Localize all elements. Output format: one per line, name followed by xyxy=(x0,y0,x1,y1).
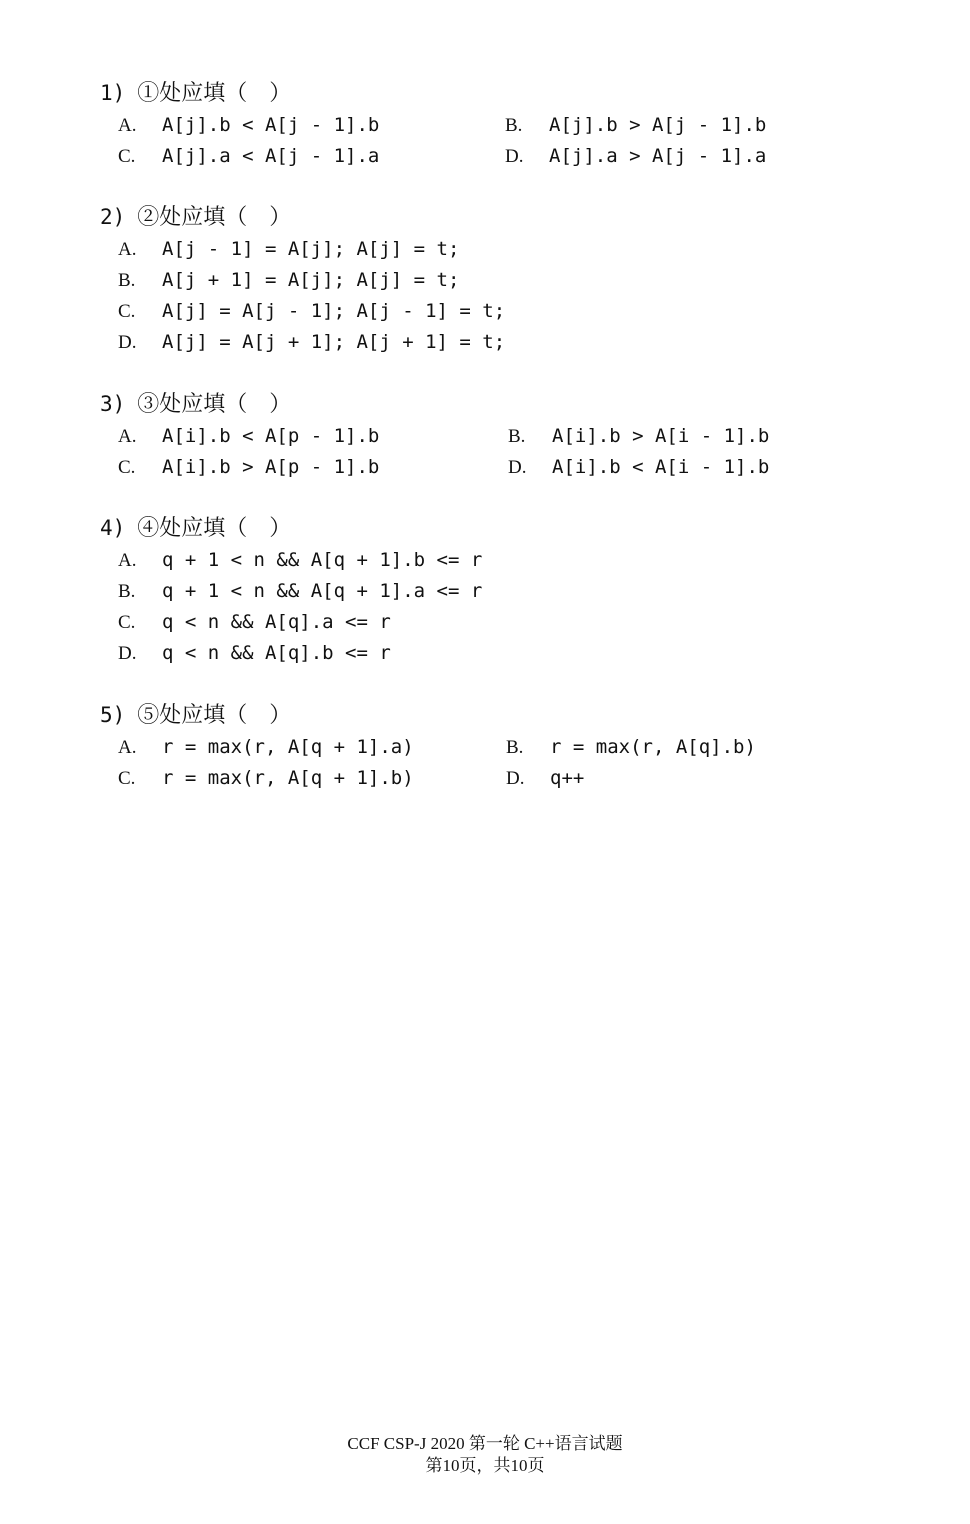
question-prompt: ④处应填（ ） xyxy=(137,516,292,541)
option-code: A[j + 1] = A[j]; A[j] = t; xyxy=(162,269,460,291)
option-b[interactable] xyxy=(508,422,769,450)
option-code: A[j] = A[j - 1]; A[j - 1] = t; xyxy=(162,300,506,322)
option-letter: D. xyxy=(118,643,137,664)
option-letter: B. xyxy=(506,737,524,758)
option-a[interactable] xyxy=(118,733,414,761)
option-a[interactable] xyxy=(118,422,379,450)
question-prompt: ③处应填（ ） xyxy=(137,392,292,417)
question-2-header xyxy=(100,202,291,232)
option-code: q < n && A[q].a <= r xyxy=(162,611,391,633)
option-b[interactable] xyxy=(118,577,482,605)
option-letter: A. xyxy=(118,550,137,571)
question-3-header xyxy=(100,389,291,419)
question-number: 3) xyxy=(100,392,126,416)
question-prompt: ⑤处应填（ ） xyxy=(137,703,292,728)
option-letter: B. xyxy=(118,270,136,291)
option-code: r = max(r, A[q].b) xyxy=(550,736,756,758)
option-code: q++ xyxy=(550,767,585,789)
option-letter: A. xyxy=(118,115,137,136)
option-code: A[j].b < A[j - 1].b xyxy=(162,114,380,136)
option-letter: D. xyxy=(118,332,137,353)
option-code: q + 1 < n && A[q + 1].b <= r xyxy=(162,549,483,571)
option-letter: D. xyxy=(505,146,524,167)
option-c[interactable] xyxy=(118,142,379,170)
option-letter: D. xyxy=(508,457,527,478)
option-d[interactable] xyxy=(505,142,766,170)
option-code: r = max(r, A[q + 1].b) xyxy=(162,767,414,789)
question-number: 5) xyxy=(100,703,126,727)
option-d[interactable] xyxy=(118,639,391,667)
option-c[interactable] xyxy=(118,297,505,325)
option-code: A[i].b < A[i - 1].b xyxy=(552,456,770,478)
option-c[interactable] xyxy=(118,453,379,481)
question-number: 4) xyxy=(100,516,126,540)
option-a[interactable] xyxy=(118,235,459,263)
option-c[interactable] xyxy=(118,608,391,636)
option-letter: D. xyxy=(506,768,525,789)
option-code: r = max(r, A[q + 1].a) xyxy=(162,736,414,758)
option-letter: B. xyxy=(118,581,136,602)
option-b[interactable] xyxy=(506,733,756,761)
option-letter: B. xyxy=(505,115,523,136)
option-a[interactable] xyxy=(118,546,482,574)
option-b[interactable] xyxy=(118,266,459,294)
option-d[interactable] xyxy=(506,764,584,792)
option-code: A[i].b > A[p - 1].b xyxy=(162,456,380,478)
option-letter: A. xyxy=(118,239,137,260)
option-code: A[j].b > A[j - 1].b xyxy=(549,114,767,136)
option-code: A[i].b < A[p - 1].b xyxy=(162,425,380,447)
option-code: A[j - 1] = A[j]; A[j] = t; xyxy=(162,238,460,260)
option-letter: C. xyxy=(118,457,136,478)
page-footer xyxy=(0,1433,970,1477)
option-code: A[j].a < A[j - 1].a xyxy=(162,145,380,167)
option-letter: B. xyxy=(508,426,526,447)
question-number: 1) xyxy=(100,81,126,105)
option-a[interactable] xyxy=(118,111,379,139)
question-1-header xyxy=(100,78,291,108)
option-d[interactable] xyxy=(118,328,505,356)
option-code: A[j] = A[j + 1]; A[j + 1] = t; xyxy=(162,331,506,353)
option-b[interactable] xyxy=(505,111,766,139)
option-code: q < n && A[q].b <= r xyxy=(162,642,391,664)
question-4-header xyxy=(100,513,291,543)
option-code: A[j].a > A[j - 1].a xyxy=(549,145,767,167)
option-code: A[i].b > A[i - 1].b xyxy=(552,425,770,447)
option-letter: C. xyxy=(118,768,136,789)
question-prompt: ②处应填（ ） xyxy=(137,205,292,230)
option-c[interactable] xyxy=(118,764,414,792)
option-code: q + 1 < n && A[q + 1].a <= r xyxy=(162,580,483,602)
footer-exam-title: CCF CSP-J 2020 第一轮 C++语言试题 xyxy=(347,1434,623,1453)
option-letter: C. xyxy=(118,612,136,633)
question-number: 2) xyxy=(100,205,126,229)
question-prompt: ①处应填（ ） xyxy=(137,81,292,106)
footer-page-number: 第10页，共10页 xyxy=(425,1456,545,1475)
option-d[interactable] xyxy=(508,453,769,481)
option-letter: C. xyxy=(118,301,136,322)
question-5-header xyxy=(100,700,291,730)
option-letter: A. xyxy=(118,737,137,758)
option-letter: C. xyxy=(118,146,136,167)
option-letter: A. xyxy=(118,426,137,447)
